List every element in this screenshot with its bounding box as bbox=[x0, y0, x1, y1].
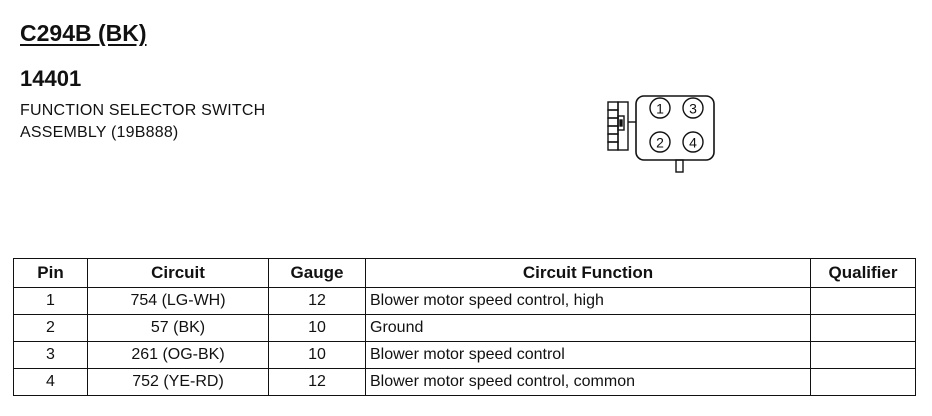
header-circuit-function: Circuit Function bbox=[366, 259, 811, 288]
cell-circuit-function: Blower motor speed control, high bbox=[366, 288, 811, 315]
part-description-line-1: FUNCTION SELECTOR SWITCH bbox=[20, 102, 266, 119]
connector-latch bbox=[608, 102, 636, 150]
cell-pin: 3 bbox=[14, 342, 88, 369]
part-number: 14401 bbox=[20, 66, 82, 91]
cell-circuit: 57 (BK) bbox=[88, 315, 269, 342]
cell-gauge: 10 bbox=[269, 315, 366, 342]
table-row bbox=[14, 369, 916, 396]
cell-gauge: 12 bbox=[269, 288, 366, 315]
cell-qualifier bbox=[811, 342, 916, 369]
svg-text:4: 4 bbox=[689, 134, 697, 151]
cell-qualifier bbox=[811, 369, 916, 396]
header-circuit: Circuit bbox=[88, 259, 269, 288]
cell-circuit: 754 (LG-WH) bbox=[88, 288, 269, 315]
table-row bbox=[14, 288, 916, 315]
cell-gauge: 12 bbox=[269, 369, 366, 396]
cell-circuit-function: Blower motor speed control bbox=[366, 342, 811, 369]
cell-pin: 2 bbox=[14, 315, 88, 342]
pin-cavity-3 bbox=[683, 98, 703, 118]
part-description bbox=[20, 100, 265, 144]
connector-id: C294B (BK) bbox=[20, 20, 147, 46]
cell-circuit: 261 (OG-BK) bbox=[88, 342, 269, 369]
cell-pin: 4 bbox=[14, 369, 88, 396]
cell-circuit-function: Ground bbox=[366, 315, 811, 342]
pin-cavity-2 bbox=[650, 132, 670, 152]
pin-cavity-4 bbox=[683, 132, 703, 152]
cell-pin: 1 bbox=[14, 288, 88, 315]
cell-circuit: 752 (YE-RD) bbox=[88, 369, 269, 396]
pinout-table bbox=[13, 258, 916, 396]
header-gauge: Gauge bbox=[269, 259, 366, 288]
header-pin: Pin bbox=[14, 259, 88, 288]
svg-text:2: 2 bbox=[656, 134, 664, 151]
cell-qualifier bbox=[811, 288, 916, 315]
svg-text:1: 1 bbox=[656, 100, 664, 117]
cell-circuit-function: Blower motor speed control, common bbox=[366, 369, 811, 396]
part-description-line-2: ASSEMBLY (19B888) bbox=[20, 124, 179, 141]
cell-gauge: 10 bbox=[269, 342, 366, 369]
table-header-row bbox=[14, 259, 916, 288]
table-row bbox=[14, 342, 916, 369]
cell-qualifier bbox=[811, 315, 916, 342]
svg-text:3: 3 bbox=[689, 100, 697, 117]
table-row bbox=[14, 315, 916, 342]
connector-key-tab bbox=[676, 160, 683, 172]
header-qualifier: Qualifier bbox=[811, 259, 916, 288]
pin-cavity-1 bbox=[650, 98, 670, 118]
connector-face-diagram bbox=[606, 92, 722, 178]
